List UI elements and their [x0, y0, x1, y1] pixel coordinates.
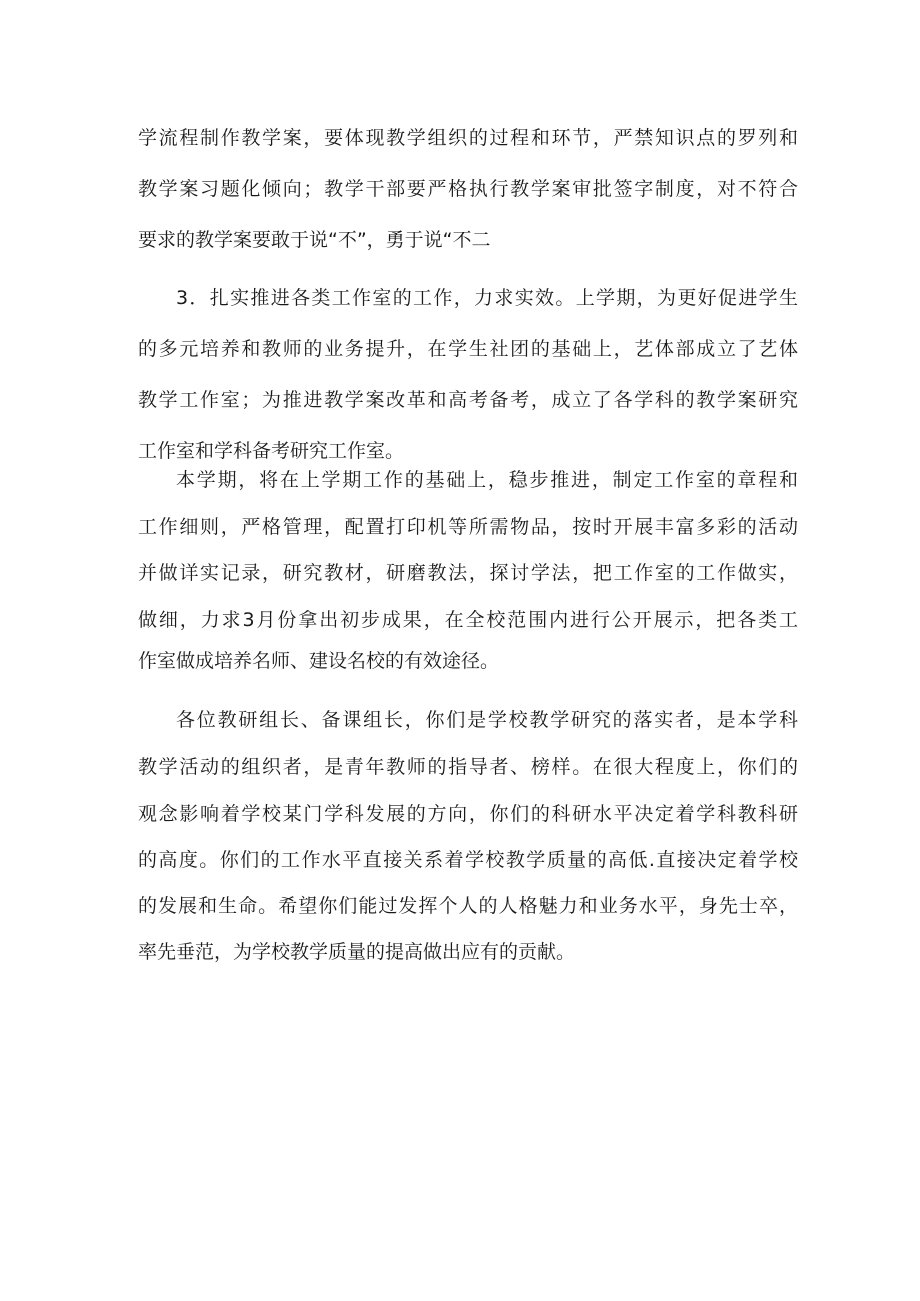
text-line: 各位教研组长、备课组长，你们是学校教学研究的落实者，是本学科 [176, 709, 798, 731]
text-line: 的高度。你们的工作水平直接关系着学校教学质量的高低.直接决定着学校 [138, 849, 798, 871]
text-line: 教学案习题化倾向；教学干部要严格执行教学案审批签字制度，对不符合 [138, 178, 798, 200]
text-line: 工作室和学科备考研究工作室。 [138, 440, 405, 462]
text-line: 教学活动的组织者，是青年教师的指导者、榜样。在很大程度上，你们的 [138, 756, 798, 778]
text-line: 教学工作室；为推进教学案改革和高考备考，成立了各学科的教学案研究 [138, 389, 798, 411]
text-line: 3．扎实推进各类工作室的工作，力求实效。上学期，为更好促进学生 [176, 287, 798, 309]
text-line: 的多元培养和教师的业务提升，在学生社团的基础上，艺体部成立了艺体 [138, 338, 798, 360]
text-line: 本学期，将在上学期工作的基础上，稳步推进，制定工作室的章程和 [176, 469, 798, 491]
text-line: 作室做成培养名师、建设名校的有效途径。 [138, 650, 500, 672]
text-line: 学流程制作教学案，要体现教学组织的过程和环节，严禁知识点的罗列和 [138, 127, 798, 149]
text-line: 并做详实记录，研究教材，研磨教法，探讨学法，把工作室的工作做实， [138, 562, 798, 584]
text-line: 做细，力求3月份拿出初步成果，在全校范围内进行公开展示，把各类工 [138, 609, 798, 631]
text-line: 率先垂范，为学校教学质量的提高做出应有的贡献。 [138, 941, 576, 963]
text-line: 的发展和生命。希望你们能过发挥个人的人格魅力和业务水平，身先士卒， [138, 895, 798, 917]
text-line: 要求的教学案要敢于说“不”，勇于说“不二 [138, 229, 491, 251]
text-line: 工作细则，严格管理，配置打印机等所需物品，按时开展丰富多彩的活动 [138, 516, 798, 538]
text-line: 观念影响着学校某门学科发展的方向，你们的科研水平决定着学科教科研 [138, 803, 798, 825]
